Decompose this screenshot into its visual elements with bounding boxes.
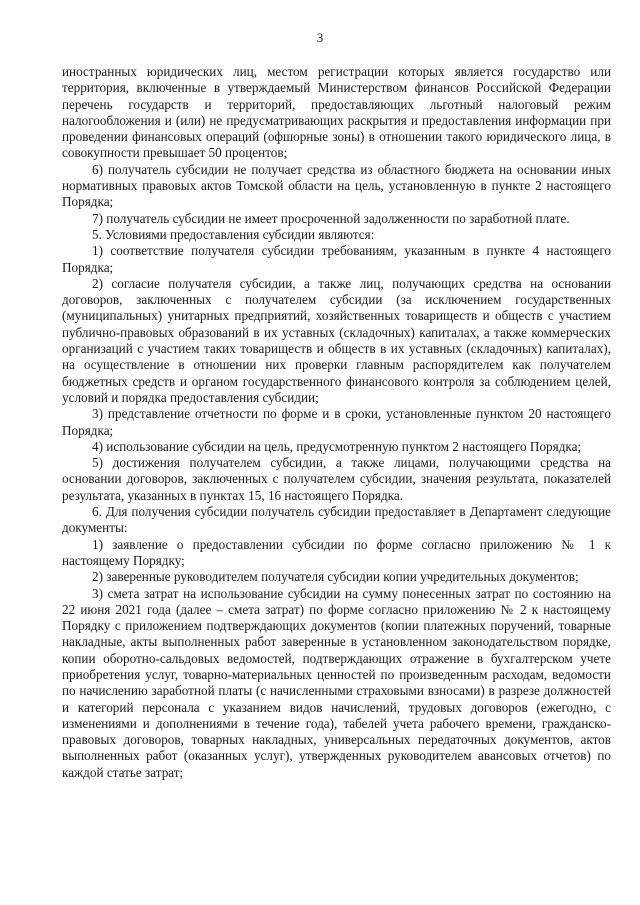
- paragraph-section-6: 6. Для получения субсидии получатель субсидии предоставляет в Департамент следующие документы:: [62, 504, 611, 536]
- paragraph-item-7: 7) получатель субсидии не имеет просроченной задолженности по заработной плате.: [92, 210, 570, 226]
- page-number: 3: [316, 30, 324, 45]
- paragraph-section-5: 5. Условиями предоставления субсидии являются:: [92, 226, 375, 242]
- paragraph-continuation: иностранных юридических лиц, местом регистрации которых является государство или территория, включенные в утверждаемый Министерством финансов Российской Федерации перечень государств и территорий, предоставляющих льготный налоговый режим налогообложения и (или) не предусматривающих раскрытия и предоставления информации при проведении финансовых операций (офшорные зоны) в отношении такого юридического лица, в совокупности превышает 50 процентов;: [62, 64, 611, 161]
- paragraph-document-2: 2) заверенные руководителем получателя субсидии копии учредительных документов;: [92, 569, 579, 585]
- paragraph-item-6: 6) получатель субсидии не получает средства из областного бюджета на основании иных нормативных правовых актов Томской области на цель, установленную в пункте 2 настоящего Порядка;: [62, 161, 611, 210]
- paragraph-condition-2: 2) согласие получателя субсидии, а также лиц, получающих средства на основании договоров, заключенных с получателем субсидии (за исключением государственных (муниципальных) унитарных предприятий, хозяйственных товариществ и обществ с участием публично-правовых образований в их уставных (складочных) капиталах, а также коммерческих организаций с участием таких товариществ и обществ в их уставных (складочных) капиталах), на осуществление в отношении них проверки главным распорядителем как получателем бюджетных средств и органом государственного финансового контроля за соблюдением целей, условий и порядка предоставления субсидии;: [62, 275, 611, 405]
- paragraph-document-3: 3) смета затрат на использование субсидии на сумму понесенных затрат по состоянию на 22 июня 2021 года (далее – смета затрат) по форме согласно приложению № 2 к настоящему Порядку с приложением подтверждающих документов (копии платежных поручений, товарные накладные, акты выполненных работ заверенные в установленном законодательством порядке, копии оборотно-сальдовых ведомостей, подтверждающих отражение в бухгалтерском учете приобретения услуг, товарно-материальных ценностей по произведенным расходам, ведомости по начислению заработной платы (с начисленными страховыми взносами) в разрезе должностей и категорий персонала с указанием видов начислений, трудовых договоров (ежегодно, с изменениями и дополнениями в течение года), табелей учета рабочего времени, гражданско-правовых договоров, товарных накладных, универсальных передаточных документов, актов выполненных работ (оказанных услуг), утвержденных руководителем авансовых отчетов) по каждой статье затрат;: [62, 585, 611, 780]
- document-body: [62, 64, 611, 781]
- paragraph-condition-1: 1) соответствие получателя субсидии требованиям, указанным в пункте 4 настоящего Порядка;: [62, 243, 611, 275]
- paragraph-condition-3: 3) представление отчетности по форме и в сроки, установленные пунктом 20 настоящего Порядка;: [62, 406, 611, 438]
- paragraph-condition-4: 4) использование субсидии на цель, предусмотренную пунктом 2 настоящего Порядка;: [92, 438, 582, 454]
- paragraph-condition-5: 5) достижения получателем субсидии, а также лицами, получающими средства на основании договоров, заключенных с получателем субсидии, значения результата, показателей результата, указанных в пунктах 15, 16 настоящего Порядка.: [62, 455, 611, 503]
- paragraph-document-1: 1) заявление о предоставлении субсидии по форме согласно приложению № 1 к настоящему Порядку;: [62, 536, 611, 568]
